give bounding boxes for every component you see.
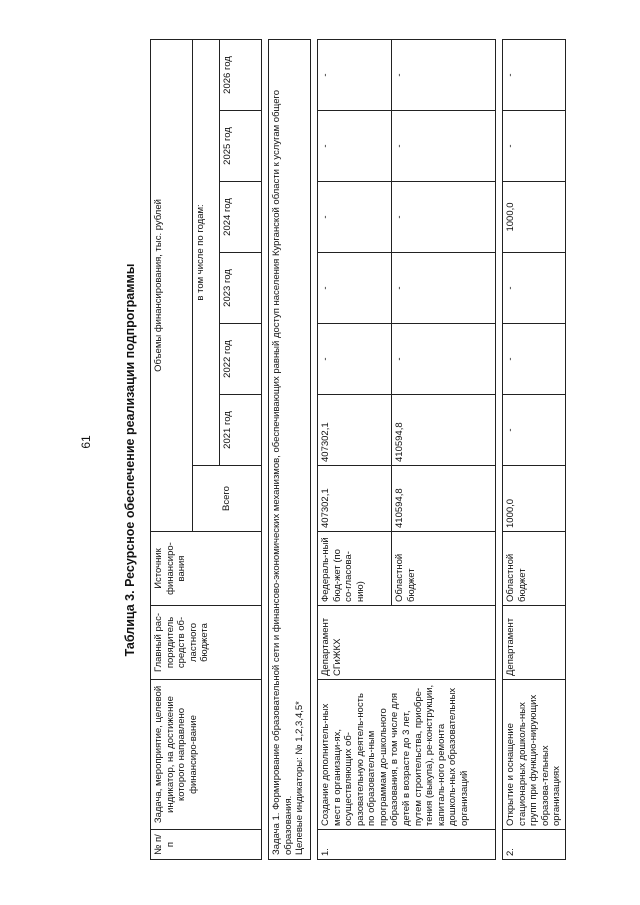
table-row bbox=[318, 39, 392, 859]
row-total: 410594,8 bbox=[392, 466, 496, 532]
rotated-page-content bbox=[150, 40, 563, 860]
task-1-indicators: Целевые индикаторы: № 1,2,3,4,5* bbox=[294, 701, 306, 855]
row-number: 2. bbox=[503, 830, 566, 860]
row-source: Федераль-ный бюд-жет (по со-гласова-нию) bbox=[318, 532, 392, 606]
header-num: № п/п bbox=[151, 830, 262, 860]
header-manager: Главный рас-порядитель средств об-ластного бюджета bbox=[151, 606, 262, 680]
row-year-value: - bbox=[318, 324, 392, 395]
row-year-value: 407302,1 bbox=[318, 395, 392, 466]
row-year-value: - bbox=[392, 182, 496, 253]
row-year-value: - bbox=[503, 111, 566, 182]
resource-table bbox=[150, 39, 566, 860]
task-1-text: Задача 1. Формирование образовательной сети и финансово-экономических механизмов, обеспечивающих равный доступ населения Курганской области к услугам общего образования. bbox=[271, 89, 294, 855]
row-year-value: 1000,0 bbox=[503, 182, 566, 253]
row-year-value: - bbox=[392, 253, 496, 324]
row-year-value: - bbox=[503, 39, 566, 110]
row-manager: Департамент СГиЖКХ bbox=[318, 606, 496, 680]
row-name: Открытие и оснащение стационарных дошколь-ных групп при функцио-нирующих образова-тельных организациях bbox=[503, 680, 566, 830]
row-manager: Департамент bbox=[503, 606, 566, 680]
header-year: 2025 год bbox=[220, 111, 262, 182]
row-year-value: 410594,8 bbox=[392, 395, 496, 466]
header-task: Задача, мероприятие, целевой индикатор, на достижение которого направлено финансиро-вание bbox=[151, 680, 262, 830]
table-title: Таблица 3. Ресурсное обеспечение реализации подпрограммы bbox=[123, 263, 137, 657]
header-volumes: Объемы финансирования, тыс. рублей bbox=[151, 39, 193, 531]
row-year-value: - bbox=[392, 39, 496, 110]
row-year-value: - bbox=[503, 395, 566, 466]
header-by-years: в том числе по годам: bbox=[193, 39, 220, 465]
header-year: 2022 год bbox=[220, 324, 262, 395]
row-number: 1. bbox=[318, 830, 496, 860]
header-source: Источник финансиро-вания bbox=[151, 532, 262, 606]
row-year-value: - bbox=[392, 111, 496, 182]
row-year-value: - bbox=[318, 39, 392, 110]
row-total: 1000,0 bbox=[503, 466, 566, 532]
row-source: Областной бюджет bbox=[503, 532, 566, 606]
row-total: 407302,1 bbox=[318, 466, 392, 532]
header-year: 2021 год bbox=[220, 395, 262, 466]
header-year: 2026 год bbox=[220, 39, 262, 110]
row-year-value: - bbox=[392, 324, 496, 395]
header-total: Всего bbox=[193, 466, 262, 532]
header-year: 2023 год bbox=[220, 253, 262, 324]
row-year-value: - bbox=[318, 253, 392, 324]
task-1-row bbox=[269, 39, 311, 859]
row-year-value: - bbox=[503, 253, 566, 324]
header-year: 2024 год bbox=[220, 182, 262, 253]
row-year-value: - bbox=[503, 324, 566, 395]
table-row bbox=[503, 39, 566, 859]
row-year-value: - bbox=[318, 111, 392, 182]
row-year-value: - bbox=[318, 182, 392, 253]
row-source: Областной бюджет bbox=[392, 532, 496, 606]
row-name: Создание дополнитель-ных мест в организаци-ях, осуществляющих об-разовательную деятель-ность по образователь-ным программам до-школьного образования, в том числе для детей в возрасте до 3 лет, путем строительства, приобре-тения (выкупа), ре-конструкции, капиталь-ного ремонта дошколь-ных образовательных организаций bbox=[318, 680, 496, 830]
page-number: 61 bbox=[79, 435, 93, 449]
